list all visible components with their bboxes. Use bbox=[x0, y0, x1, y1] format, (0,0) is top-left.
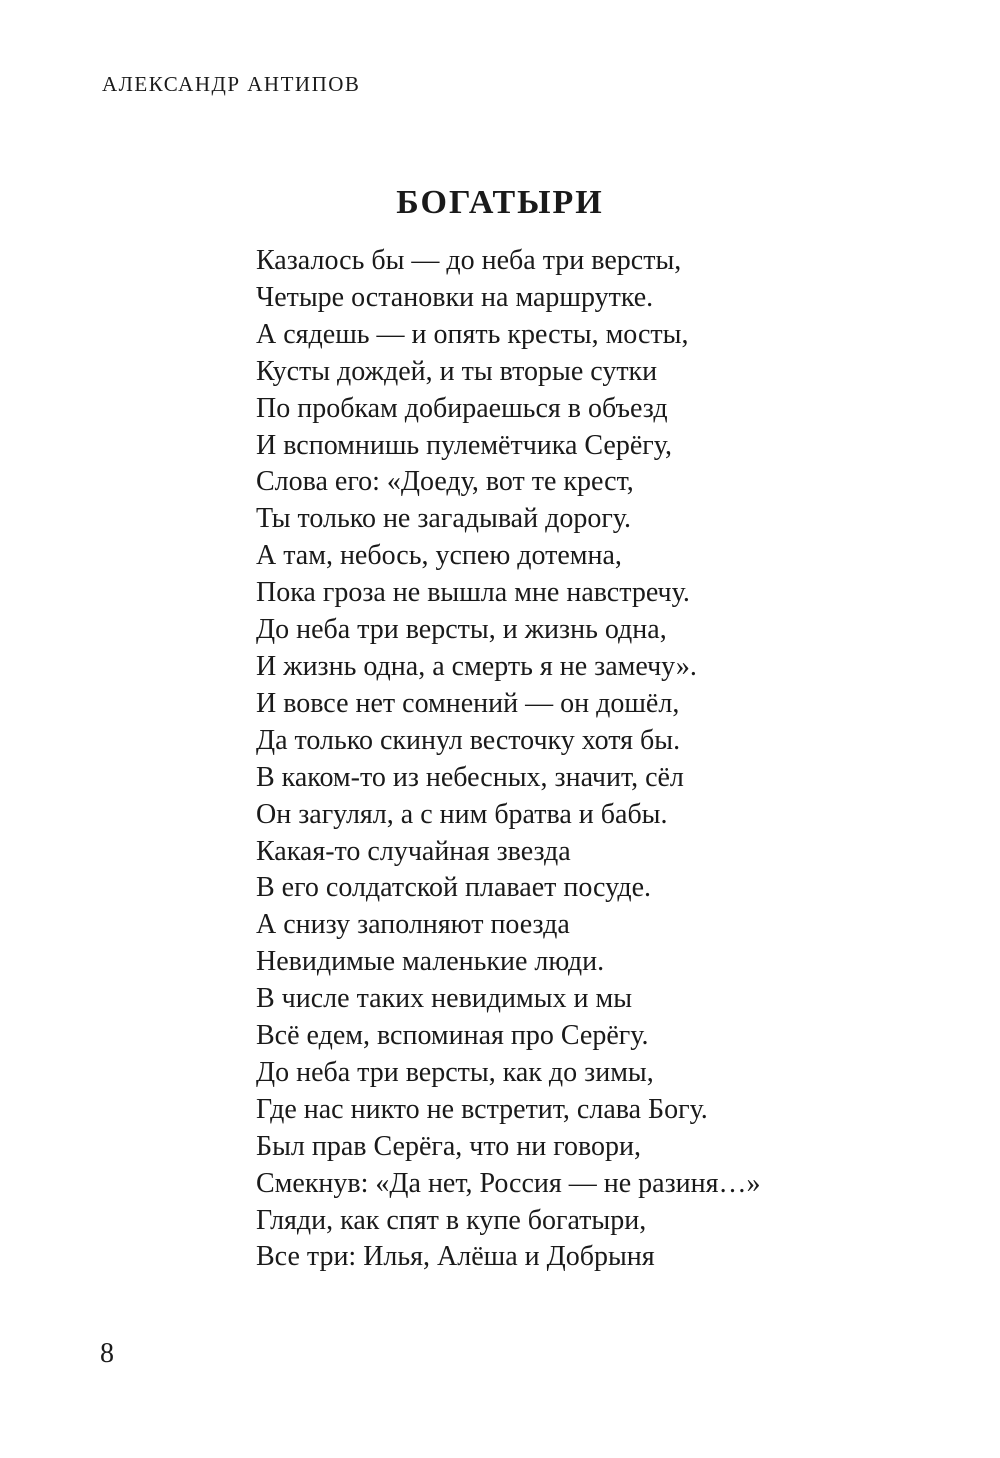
poem-line: И вспомнишь пулемётчика Серёгу, bbox=[256, 429, 672, 461]
poem-line: Да только скинул весточку хотя бы. bbox=[256, 724, 681, 756]
page-number: 8 bbox=[100, 1338, 114, 1369]
poem-line: В его солдатской плавает посуде. bbox=[256, 872, 652, 904]
poem-line: До неба три версты, и жизнь одна, bbox=[256, 614, 667, 646]
poem-title: БОГАТЫРИ bbox=[396, 184, 604, 221]
poem-line: Кусты дождей, и ты вторые сутки bbox=[256, 355, 658, 387]
running-header-author: АЛЕКСАНДР АНТИПОВ bbox=[102, 72, 361, 96]
poem-line: Какая-то случайная звезда bbox=[256, 835, 571, 867]
poem-line: Казалось бы — до неба три версты, bbox=[256, 245, 682, 276]
poem-line: В числе таких невидимых и мы bbox=[256, 983, 633, 1015]
poem-line: И вовсе нет сомнений — он дошёл, bbox=[256, 687, 680, 719]
poem-line: Все три: Илья, Алёша и Добрыня bbox=[256, 1241, 655, 1273]
poem-line: Ты только не загадывай дорогу. bbox=[256, 503, 632, 535]
poem-line: А снизу заполняют поезда bbox=[256, 909, 570, 941]
poem-line: По пробкам добираешься в объезд bbox=[256, 392, 668, 424]
poem-line: Всё едем, вспоминая про Серёгу. bbox=[256, 1020, 649, 1052]
poem-line: Невидимые маленькие люди. bbox=[256, 946, 605, 978]
poem-line: В каком-то из небесных, значит, сёл bbox=[256, 761, 684, 793]
poem-line: И жизнь одна, а смерть я не замечу». bbox=[256, 650, 697, 682]
poem-line: Был прав Серёга, что ни говори, bbox=[256, 1130, 641, 1162]
poem-line: Он загулял, а с ним братва и бабы. bbox=[256, 798, 668, 830]
poem-line: Слова его: «Доеду, вот те крест, bbox=[256, 466, 634, 498]
poem-line: Смекнув: «Да нет, Россия — не разиня…» bbox=[256, 1167, 761, 1199]
poem-body bbox=[256, 243, 761, 1276]
poem-line: До неба три версты, как до зимы, bbox=[256, 1056, 654, 1088]
poem-line: Где нас никто не встретит, слава Богу. bbox=[256, 1093, 708, 1125]
poem-line: А сядешь — и опять кресты, мосты, bbox=[256, 318, 689, 350]
poem-line: А там, небось, успею дотемна, bbox=[256, 540, 622, 572]
poem-line: Пока гроза не вышла мне навстречу. bbox=[256, 577, 690, 609]
poem-line: Четыре остановки на маршрутке. bbox=[256, 281, 654, 313]
poem-line: Гляди, как спят в купе богатыри, bbox=[256, 1204, 647, 1236]
